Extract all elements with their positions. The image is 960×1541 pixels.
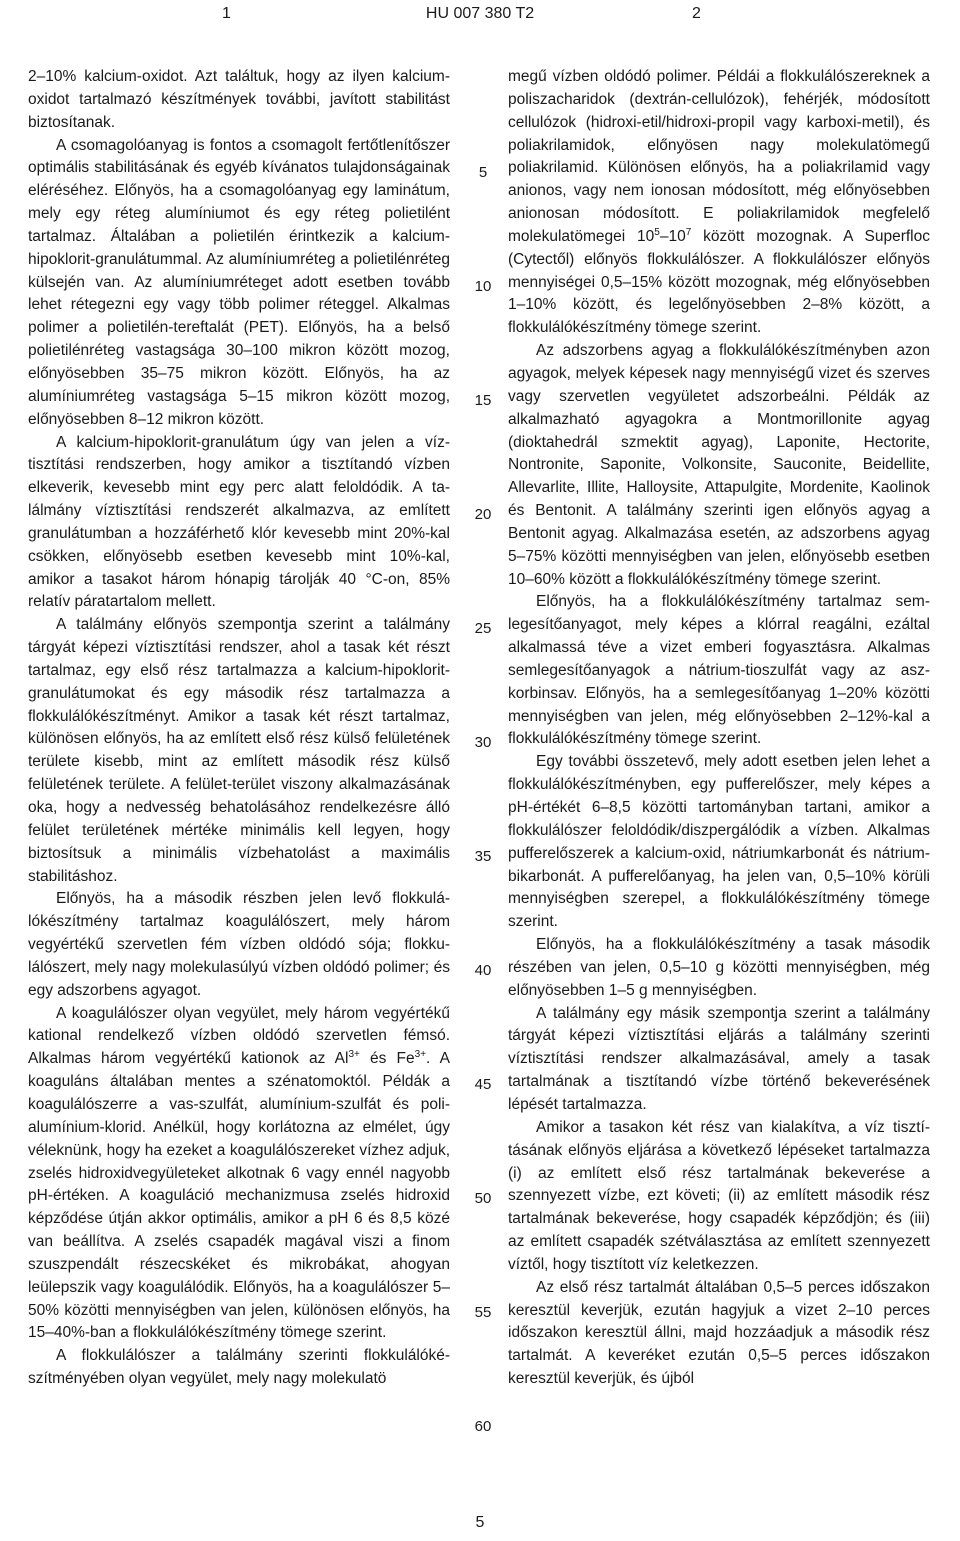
paragraph: A flokkulálószer a találmány szerinti flokkulálókészítményében olyan vegyület, mely nagy molekulatö: [28, 1347, 450, 1388]
paragraph: A találmány előnyös szempontja szerint a találmány tárgyát képezi víztisztítási rendszer, ahol a tasak két részt tartalmaz, egy első rész tartalmazza a kalcium-hipoklorit-granulátumokat és egy második rész tartalmazza a flokkulálókészítményt. Amikor a tasak két részt tartalmaz, különösen előnyös, ha az említett első rész külső felületének területe kisebb, mint az említett második rész külső felületének területe. A felület-terület viszony alkalmazásának oka, hogy a nedvesség behatolásához rendelkezésre álló felület területének mértéke minimális kell legyen, hogy biztosítsuk a minimális vízbehatolást a maximális stabilitáshoz.: [28, 616, 450, 885]
superscript: 3+: [348, 1049, 360, 1061]
superscript: 7: [685, 226, 692, 238]
paragraph: A kalcium-hipoklorit-granulátum úgy van jelen a víztisztítási rendszerben, hogy amikor a tisztítandó vízben elkeverik, kevesebb mint egy perc alatt feloldódik. A találmány víztisztítási rendszerét alkalmazva, az említett granulátumban a hozzáférhető klór kevesebb mint 20%-kal csökken, előnyösebb esetben kevesebb mint 10%-kal, amikor a tasakot három hónapig tárolják 40 °C-on, 85% relatív páratartalom mellett.: [28, 433, 450, 611]
paragraph: Előnyös, ha a flokkulálókészítmény a tasak második részében van jelen, 0,5–10 g közötti mennyiségben, még előnyösebben 1–5 g mennyiségben.: [508, 936, 930, 999]
paragraph-coagulant: [28, 1003, 450, 1346]
text-run: . A koaguláns általában mentes a szénatomoktól. Példák a koagulálószerre a vas-szulfát, alumínium-szulfát és poli-alumínium-klorid. Anélkül, hogy korlátozna az elmélet, úgy véleknünk, hogy ha ezeket a koagulálószereket vízhez adjuk, zselés hidroxidvegyületeket alkotnak 6 vagy ennél nagyobb pH-értéken. A koaguláció mechanizmusa zselés hidroxid képződése útján akkor optimális, amikor a pH 6 és 8,5 közé van beállítva. A zselés csapadék magával viszi a finom szuszpendált részecskéket és mikrobákat, ahogyan leülepszik vagy koagulálódik. Előnyös, ha a koagulálószer 5–50% közötti mennyiségben van jelen, különösen előnyös, ha 15–40%-ban a flokkulálókészítmény tömege szerint.: [28, 1050, 450, 1342]
page-number-right: 2: [692, 5, 701, 22]
line-number: 10: [474, 278, 492, 295]
left-column: [28, 66, 450, 1391]
page-header: [0, 0, 960, 32]
paragraph: Egy további összetevő, mely adott esetben jelen lehet a flokkulálókészítményben, egy pufferelőszer, mely képes a pH-értékét 6–8,5 közötti tartományban tartani, amikor a flokkulálószer feloldódik/diszpergálódik a vízben. Alkalmas pufferelőszerek a kalcium-oxid, nátriumkarbonát és nátrium-bikarbonát. A pufferelőanyag, ha jelen van, 0,5–10% körüli mennyiségben szerepel, a flokkulálókészítmény tömege szerint.: [508, 753, 930, 931]
line-number: 45: [474, 1076, 492, 1093]
paragraph: Előnyös, ha a flokkulálókészítmény tartalmaz semlegesítőanyagot, mely képes a klórral reagálni, ezáltal alkalmassá téve a vizet emberi fogyasztásra. Alkalmas semlegesítőanyagok a nátrium-tioszulfát vagy az aszkorbinsav. Előnyös, ha a semlegesítőanyag 1–20% közötti mennyiségben van jelen, még előnyösebben 2–12%-kal a flokkulálókészítmény tömege szerint.: [508, 593, 930, 748]
paragraph: Előnyös, ha a második részben jelen levő flokkulálókészítmény tartalmaz koagulálószert, mely három vegyértékű szervetlen fém vízben oldódó sója; flokkulálószert, mely nagy molekulasúlyú vízben oldódó polimer; és egy adszorbens agyagot.: [28, 890, 450, 999]
text-run: és Fe: [359, 1050, 415, 1068]
right-column: [508, 66, 930, 1391]
paragraph: Amikor a tasakon két rész van kialakítva, a víz tisztításának előnyös eljárása a következő lépéseket tartalmazza (i) az említett első rész tartalmának bekeverése a szennyezett vízbe, ezt követi; (ii) az említett második rész tartalmának bekeverése, hogy csapadék képződjön; és (iii) az említett csapadék szétválasztása az említett szennyezett víztől, hogy tisztított víz keletkezzen.: [508, 1118, 930, 1273]
line-number: 5: [478, 164, 488, 181]
line-number: 30: [474, 734, 492, 751]
line-number: 25: [474, 620, 492, 637]
text-run: megű vízben oldódó polimer. Példái a flokkulálószereknek a poliszacharidok (dextrán-cellulózok), fehérjék, módosított cellulózok (hidroxi-etil/hidroxi-propil vagy karboxi-metil), és poliakrilamidok, előnyösen nagy molekulatömegű poliakrilamid. Különösen előnyös, ha a poliakrilamid vagy anionos, vagy nem ionosan módosított, még előnyösebben anionosan módosított. E poliakrilamidok megfelelő molekulatömegei 10: [508, 68, 930, 245]
text-run: között mozognak. A Superfloc (Cytectől) előnyös flokkulálόszer. A flokkulálószer előnyös mennyiségei 0,5–15% között mozognak, még előnyösebben 1–10% között, és legelőnyösebben 2–8% között, a flokkulálókészítmény tömege szerint.: [508, 227, 930, 337]
paragraph: 2–10% kalcium-oxidot. Azt találtuk, hogy az ilyen kalcium-oxidot tartalmazó készítmények további, javított stabilitást biztosítanak.: [28, 68, 450, 131]
superscript: 5: [654, 226, 660, 238]
line-number: 35: [474, 848, 492, 865]
line-number: 55: [474, 1304, 492, 1321]
line-number: 60: [474, 1418, 492, 1435]
text-run: –10: [659, 227, 686, 245]
line-number: 50: [474, 1190, 492, 1207]
page-footer-number: 5: [475, 1514, 485, 1531]
paragraph-polymers: [508, 66, 930, 340]
superscript: 3+: [414, 1049, 427, 1061]
paragraph: Az első rész tartalmát általában 0,5–5 perces időszakon keresztül keverjük, ezután hagyjuk a vizet 2–10 perces időszakon keresztül állni, majd hozzáadjuk a második rész tartalmát. A keveréket ezután 0,5–5 perces időszakon keresztül keverjük, és újból: [508, 1278, 930, 1388]
paragraph: Az adszorbens agyag a flokkulálókészítményben azon agyagok, melyek képesek nagy mennyiségű vizet és szerves vagy szervetlen vegyületet adszorbeálni. Példák az alkalmazható agyagokra a Montmorillonite agyag (dioktahedrál szmektit agyag), Laponite, Hectorite, Nontronite, Saponite, Volkonsite, Sauconite, Beidellite, Allevarlite, Illite, Halloysite, Attapulgite, Mordenite, Kaolinok és Bentonit. A találmány szerinti igen előnyös agyag a Bentonit agyag. Alkalmazása esetén, az adszorbens agyag 5–75% közötti mennyiségben van jelen, előnyösebb esetben 10–60% között a flokkulálókészítmény tömege szerint.: [508, 342, 930, 588]
paragraph: A csomagolóanyag is fontos a csomagolt fertőtlenítőszer optimális stabilitásának és egyéb kívánatos tulajdonságainak eléréséhez. Előnyös, ha a csomagolóanyag egy laminátum, mely egy réteg alumíniumot és egy réteg polietilént tartalmaz. Általában a polietilén érintkezik a kalcium-hipoklorit-granulátummal. Az alumíniumréteg a polietilénréteg külsején van. Az alumíniumréteget adott esetben tovább lehet rétegezni egy vagy több polimer réteggel. Alkalmas polimer a polietilén-tereftalát (PET). Előnyös, ha a belső polietilénréteg vastagsága 30–100 mikron között mozog, előnyösebben 35–75 mikron között. Előnyös, ha az alumíniumréteg vastagsága 5–15 mikron között mozog, előnyösebben 8–12 mikron között.: [28, 136, 450, 428]
line-number: 20: [474, 506, 492, 523]
page-number-left: 1: [222, 5, 231, 22]
line-number: 15: [474, 392, 492, 409]
paragraph: A találmány egy másik szempontja szerint a találmány tárgyát képezi víztisztítási eljárás a találmány szerinti víztisztítási rendszer alkalmazásával, amely a tasak tartalmának a tisztítandó vízbe történő bekeverésének lépését tartalmazza.: [508, 1004, 930, 1113]
patent-number: HU 007 380 T2: [425, 5, 535, 22]
line-number: 40: [474, 962, 492, 979]
text-run: A koagulálószer olyan vegyület, mely három vegyértékű kational rendelkező vízben oldódó szervetlen fémsó. Alkalmas három vegyértékű kationok az Al: [28, 1004, 450, 1068]
